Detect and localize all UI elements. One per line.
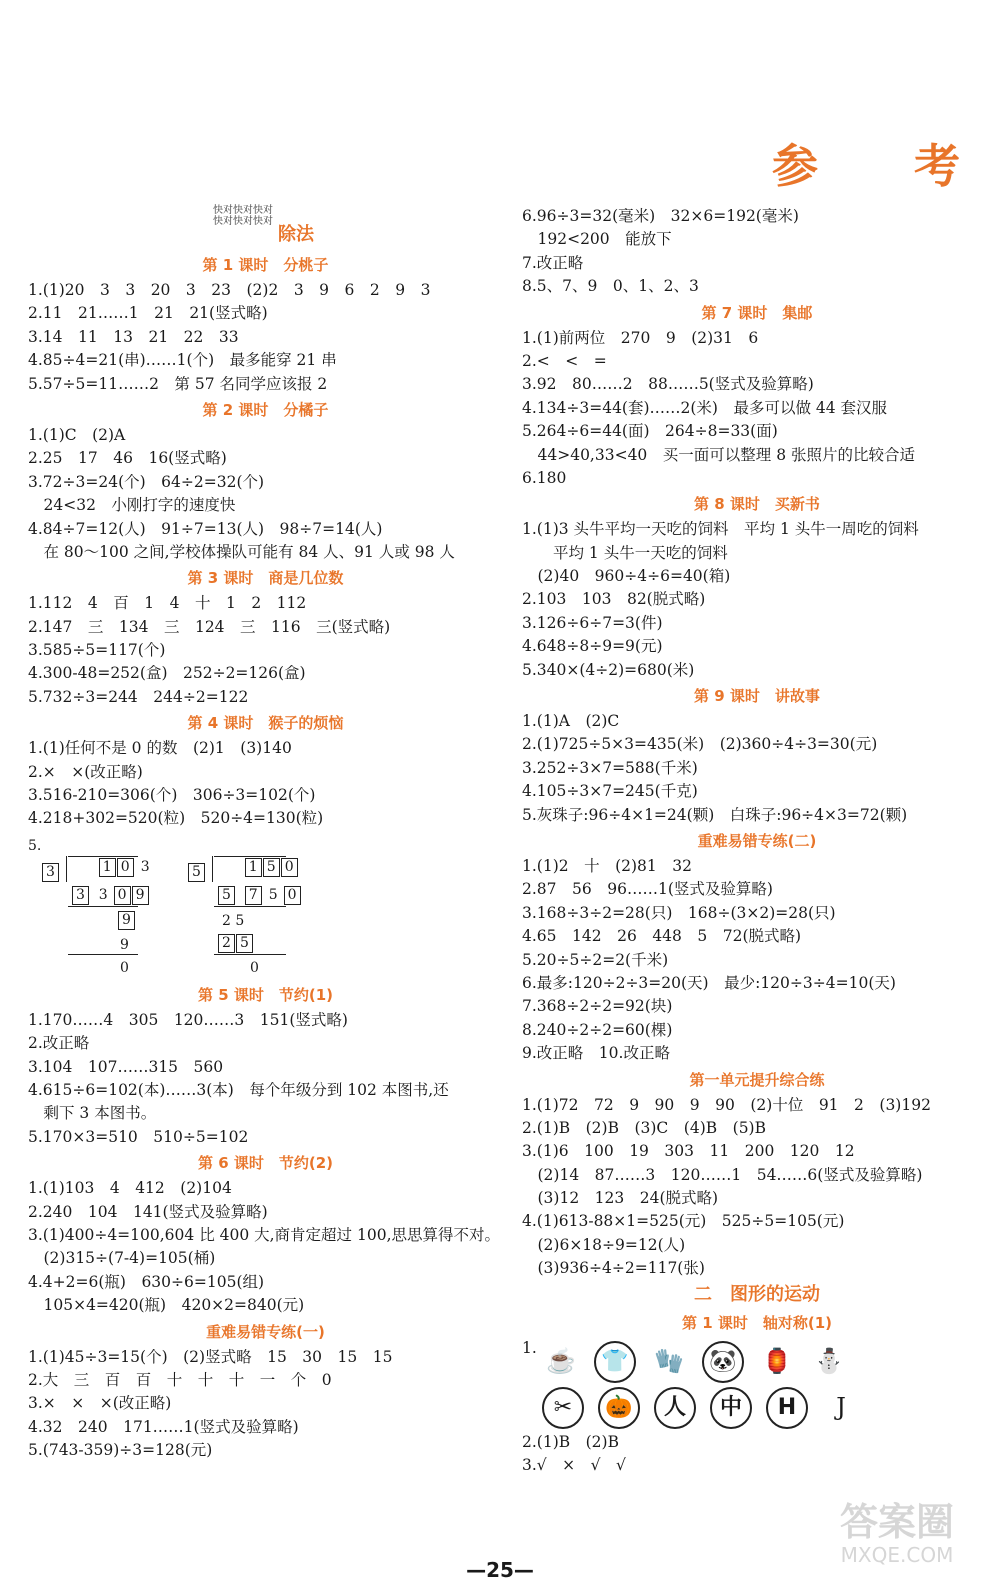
answer-line: (3)12 123 24(脱式略)	[522, 1189, 719, 1208]
page-header-title: 参 考	[771, 139, 1000, 193]
division-b-dividend: 7 5 0	[218, 861, 302, 931]
answer-line: 2.240 104 141(竖式及验算略)	[28, 1202, 268, 1221]
answer-line: 7.368÷2÷2=92(块)	[522, 997, 673, 1016]
answer-line: 2.(1)B (2)B (3)C (4)B (5)B	[522, 1118, 766, 1137]
division-b-divisor: 5	[188, 861, 206, 884]
answer-line: 4.(1)613-88×1=525(元) 525÷5=105(元)	[522, 1212, 845, 1231]
answer-line: 2.147 三 134 三 124 三 116 三(竖式略)	[28, 617, 391, 636]
answer-line: 1.(1)103 4 412 (2)104	[28, 1179, 232, 1198]
symmetry-figure-icon: 中	[710, 1387, 752, 1429]
unit2-title: 二 图形的运动	[694, 1283, 820, 1305]
unit-stamp	[28, 205, 503, 251]
answer-line: 3.104 107……315 560	[28, 1057, 224, 1076]
answer-line: 2.87 56 96……1(竖式及验算略)	[522, 880, 773, 899]
answer-line: 2.大 三 百 百 十 十 十 一 个 0	[28, 1370, 332, 1389]
symmetry-figure-icon: ⛄	[814, 1346, 844, 1375]
answer-line: 5.灰珠子:96÷4×1=24(颗) 白珠子:96÷4×3=72(颗)	[522, 805, 908, 824]
answer-line: 5.170×3=510 510÷5=102	[28, 1127, 249, 1146]
symmetry-figure-icon: 人	[654, 1387, 696, 1429]
answer-line: (2)14 87……3 120……1 54……6(竖式及验算略)	[522, 1165, 923, 1184]
answer-line: 5.340×(4÷2)=680(米)	[522, 660, 695, 679]
answer-line: 1.(1)20 3 3 20 3 23 (2)2 3 9 6 2 9 3	[28, 281, 431, 299]
section-title: 重难易错专练(二)	[697, 831, 817, 850]
answer-line: 1.(1)C (2)A	[28, 425, 126, 444]
answer-line: 1.(1)任何不是 0 的数 (2)1 (3)140	[28, 739, 292, 758]
answer-line: 4.4+2=6(瓶) 630÷6=105(组)	[28, 1272, 265, 1291]
answer-line: 4.218+302=520(粒) 520÷4=130(粒)	[28, 809, 324, 828]
answer-line: 105×4=420(瓶) 420×2=840(元)	[28, 1296, 305, 1315]
symmetry-figure-icon: 🏮	[762, 1346, 792, 1375]
symmetry-figure-icon: 👕	[594, 1341, 636, 1383]
watermark-url: MXQE.COM	[840, 1543, 954, 1567]
answer-line: 24<32 小刚打字的速度快	[28, 496, 236, 515]
answer-line: 1.(1)3 头牛平均一天吃的饲料 平均 1 头牛一周吃的饲料	[522, 520, 919, 539]
answer-line: 3.14 11 13 21 22 33	[28, 327, 239, 346]
section-title: 第 8 课时 买新书	[694, 495, 820, 514]
section-title: 第 6 课时 节约(2)	[197, 1154, 334, 1173]
division-b-remainder: 0	[250, 959, 259, 976]
answer-line: 2.25 17 46 16(竖式略)	[28, 449, 227, 468]
answer-line: 平均 1 头牛一天吃的饲料	[522, 543, 728, 562]
answer-line: 192<200 能放下	[522, 230, 672, 249]
answer-line: 3.× × ×(改正略)	[28, 1394, 172, 1413]
section-title: 第 2 课时 分橘子	[202, 400, 329, 419]
answer-line: 4.65 142 26 448 5 72(脱式略)	[522, 927, 802, 946]
section-title: 第 9 课时 讲故事	[694, 687, 820, 706]
symmetry-figure-icon: ☕	[546, 1346, 576, 1375]
division-a-quotient: 1 0 3	[72, 833, 150, 903]
answer-line: 4.32 240 171……1(竖式及验算略)	[28, 1417, 299, 1436]
answer-line: 2.(1)725÷5×3=435(米) (2)360÷4÷3=30(元)	[522, 735, 878, 754]
division-b-step1: 5	[218, 884, 236, 907]
section-title: 第 7 课时 集邮	[701, 303, 813, 322]
section-title: 第 5 课时 节约(1)	[197, 985, 334, 1004]
division-b-step3: 2 5	[218, 932, 254, 955]
answer-line: 5.(743-359)÷3=128(元)	[28, 1441, 213, 1460]
answer-line: 2.11 21……1 21 21(竖式略)	[28, 304, 268, 323]
answer-line: (3)936÷4÷2=117(张)	[522, 1259, 705, 1278]
answer-line: 剩下 3 本图书。	[28, 1104, 157, 1123]
section-title: 重难易错专练(一)	[206, 1322, 325, 1341]
answer-line: 5.732÷3=244 244÷2=122	[28, 687, 249, 706]
answer-line: 1.(1)A (2)C	[522, 712, 620, 731]
long-division-diagram	[28, 831, 503, 981]
answer-line: 3.92 80……2 88……5(竖式及验算略)	[522, 375, 814, 394]
answer-line: 5.264÷6=44(面) 264÷8=33(面)	[522, 422, 778, 441]
answer-line: 3.252÷3×7=588(千米)	[522, 758, 698, 777]
section-title: 第 3 课时 商是几位数	[187, 569, 344, 588]
answer-line: 2.改正略	[28, 1034, 90, 1053]
division-a-step3: 9	[120, 936, 129, 953]
answer-line: 1.(1)2 十 (2)81 32	[522, 856, 693, 875]
answer-line: 1.(1)前两位 270 9 (2)31 6	[522, 328, 759, 347]
division-a-remainder: 0	[120, 959, 129, 976]
division-a-step1: 3	[72, 884, 90, 907]
answer-line: 5.20÷5÷2=2(千米)	[522, 950, 669, 969]
answer-line: 2.103 103 82(脱式略)	[522, 590, 706, 609]
unit-stamp-small: 快对快对快对 快对快对快对	[213, 205, 273, 227]
answer-line: 3.168÷3÷2=28(只) 168÷(3×2)=28(只)	[522, 903, 836, 922]
answer-line: 5.57÷5=11……2 第 57 名同学应该报 2	[28, 374, 328, 393]
unit2-section-title: 第 1 课时 轴对称(1)	[681, 1313, 833, 1332]
answer-line: 2.< < =	[522, 351, 607, 370]
division-b-step2: 2 5	[222, 912, 245, 929]
answer-line: 1.(1)72 72 9 90 9 90 (2)十位 91 2 (3)192	[522, 1095, 931, 1114]
answer-line: 3.72÷3=24(个) 64÷2=32(个)	[28, 472, 265, 491]
answer-line: 3.585÷5=117(个)	[28, 641, 166, 660]
symmetry-icons	[522, 1337, 992, 1431]
watermark-logo-text: 答案圈	[839, 1500, 954, 1544]
answer-line: 1.170……4 305 120……3 151(竖式略)	[28, 1010, 348, 1029]
answer-line: 1.112 4 百 1 4 十 1 2 112	[28, 594, 307, 613]
section-title: 第一单元提升综合练	[689, 1070, 825, 1089]
answer-line: 4.105÷3×7=245(千克)	[522, 782, 698, 801]
answer-line: 2.(1)B (2)B	[522, 1432, 619, 1451]
answer-line: 3.516-210=306(个) 306÷3=102(个)	[28, 786, 316, 805]
answer-line: 3.(1)6 100 19 303 11 200 120 12	[522, 1142, 855, 1161]
page-number: —25—	[466, 1558, 534, 1582]
symmetry-figure-icon: J	[836, 1392, 846, 1421]
answer-line: 4.615÷6=102(本)……3(本) 每个年级分到 102 本图书,还	[28, 1080, 449, 1099]
answer-line: 4.84÷7=12(人) 91÷7=13(人) 98÷7=14(人)	[28, 519, 383, 538]
division-label: 5.	[28, 837, 42, 854]
division-a-divisor: 3	[42, 861, 60, 884]
division-b-quotient: 1 5 0	[218, 833, 299, 903]
answer-line: 44>40,33<40 买一面可以整理 8 张照片的比较合适	[522, 445, 916, 464]
symmetry-figure-icon: H	[766, 1387, 808, 1429]
answer-line: 在 80～100 之间,学校体操队可能有 84 人、91 人或 98 人	[28, 542, 455, 561]
answer-line: 8.240÷2÷2=60(棵)	[522, 1020, 673, 1039]
division-a-dividend: 3 0 9	[72, 861, 150, 931]
answer-line: 8.5、7、9 0、1、2、3	[522, 277, 699, 296]
answer-line: 4.648÷8÷9=9(元)	[522, 637, 663, 656]
answer-line: 4.85÷4=21(串)……1(个) 最多能穿 21 串	[28, 351, 337, 370]
answer-line: 6.180	[522, 468, 567, 487]
icons-label: 1.	[522, 1338, 537, 1357]
answer-line: 9.改正略 10.改正略	[522, 1044, 670, 1063]
answer-line: 6.最多:120÷2÷3=20(天) 最少:120÷3÷4=10(天)	[522, 973, 896, 992]
answer-line: 6.96÷3=32(毫米) 32×6=192(毫米)	[522, 207, 799, 225]
section-title: 第 1 课时 分桃子	[202, 256, 329, 274]
watermark	[812, 1500, 982, 1580]
right-column	[522, 205, 992, 1477]
symmetry-figure-icon: 🎃	[598, 1387, 640, 1429]
answer-line: 3.126÷6÷7=3(件)	[522, 613, 663, 632]
answer-line: 7.改正略	[522, 253, 584, 272]
division-a-step2: 9	[118, 909, 136, 932]
symmetry-figure-icon: 🧤	[654, 1346, 684, 1375]
answer-line: 3.(1)400÷4=100,604 比 400 大,商肯定超过 100,思思算得不对。	[28, 1225, 500, 1244]
answer-line: (2)315÷(7-4)=105(桶)	[28, 1249, 216, 1268]
answer-line: 2.× ×(改正略)	[28, 762, 143, 781]
answer-line: (2)40 960÷4÷6=40(箱)	[522, 567, 731, 586]
answer-line: 1.(1)45÷3=15(个) (2)竖式略 15 30 15 15	[28, 1347, 393, 1366]
symmetry-figure-icon: ✂	[542, 1387, 584, 1429]
answer-line: (2)6×18÷9=12(人)	[522, 1235, 686, 1254]
symmetry-figure-icon: 🐼	[702, 1341, 744, 1383]
answer-line: 4.300-48=252(盒) 252÷2=126(盒)	[28, 664, 306, 683]
section-title: 第 4 课时 猴子的烦恼	[187, 714, 344, 733]
answer-line: 3.√ × √ √	[522, 1456, 626, 1475]
left-column	[28, 205, 503, 1462]
answer-line: 4.134÷3=44(套)……2(米) 最多可以做 44 套汉服	[522, 398, 888, 417]
unit-title: 除法	[278, 224, 314, 245]
